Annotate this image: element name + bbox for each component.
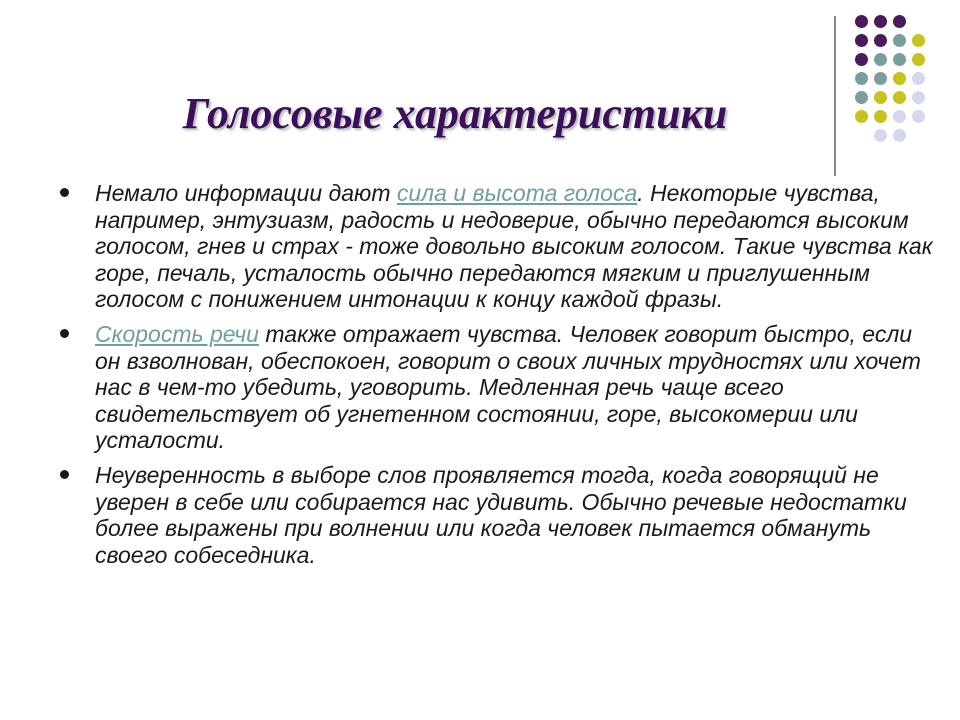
bullet-item-2 [58,321,938,454]
decorative-dot [855,15,868,28]
decorative-dot [893,129,906,142]
decorative-dot [855,53,868,66]
decorative-dot [893,15,906,28]
decorative-dot [874,129,887,142]
bullet-dot-icon [60,329,69,338]
link-voice-strength-pitch[interactable]: сила и высота голоса [396,180,638,206]
bullet-text-before: Неуверенность в выборе слов проявляется тогда, когда говорящий не уверен в себе или собирается нас удивить. Обычно речевые недостатки более выражены при волнении или когда человек пытается обмануть своего собеседника. [95,461,907,568]
bullet-dot-icon [60,188,69,197]
decorative-dot [893,53,906,66]
bullet-item-1 [58,180,938,313]
decorative-dot [874,91,887,104]
decorative-dot [874,53,887,66]
bullet-text-before: Немало информации дают [95,180,397,206]
decorative-dot [912,110,925,123]
bullet-dot-icon [60,470,69,479]
decorative-dot [855,110,868,123]
bullet-item-3 [58,462,938,568]
slide-title: Голосовые характеристики [182,89,728,138]
decorative-dot [855,91,868,104]
decorative-dot [912,72,925,85]
link-speech-rate[interactable]: Скорость речи [95,320,259,347]
decorative-dot [874,15,887,28]
decorative-dot [912,91,925,104]
decorative-dot [874,34,887,47]
decorative-dot [893,34,906,47]
decorative-dot [874,72,887,85]
divider-line [834,16,836,176]
decorative-dot [912,34,925,47]
bullet-text-after: также отражает чувства. Человек говорит быстро, если он взволнован, обеспокоен, говорит о своих личных трудностях или хочет нас в чем-то убедить, уговорить. Медленная речь чаще всего свидетельствует об угнетенном состоянии, горе, высокомерии или усталости. [95,320,921,454]
decorative-dot [893,110,906,123]
decorative-dot [874,110,887,123]
bullet-text-after: . Некоторые чувства, например, энтузиазм, радость и недоверие, обычно передаются высоким голосом, гнев и страх - тоже довольно высоким голосом. Такие чувства как горе, печаль, усталость обычно передаются мягким и приглушенным голосом с понижением интонации к концу каждой фразы. [95,180,933,313]
decorative-dot [855,72,868,85]
bullet-list [58,180,938,576]
decorative-dot [855,34,868,47]
decorative-dot [912,53,925,66]
decorative-dot [893,72,906,85]
decorative-dot [893,91,906,104]
